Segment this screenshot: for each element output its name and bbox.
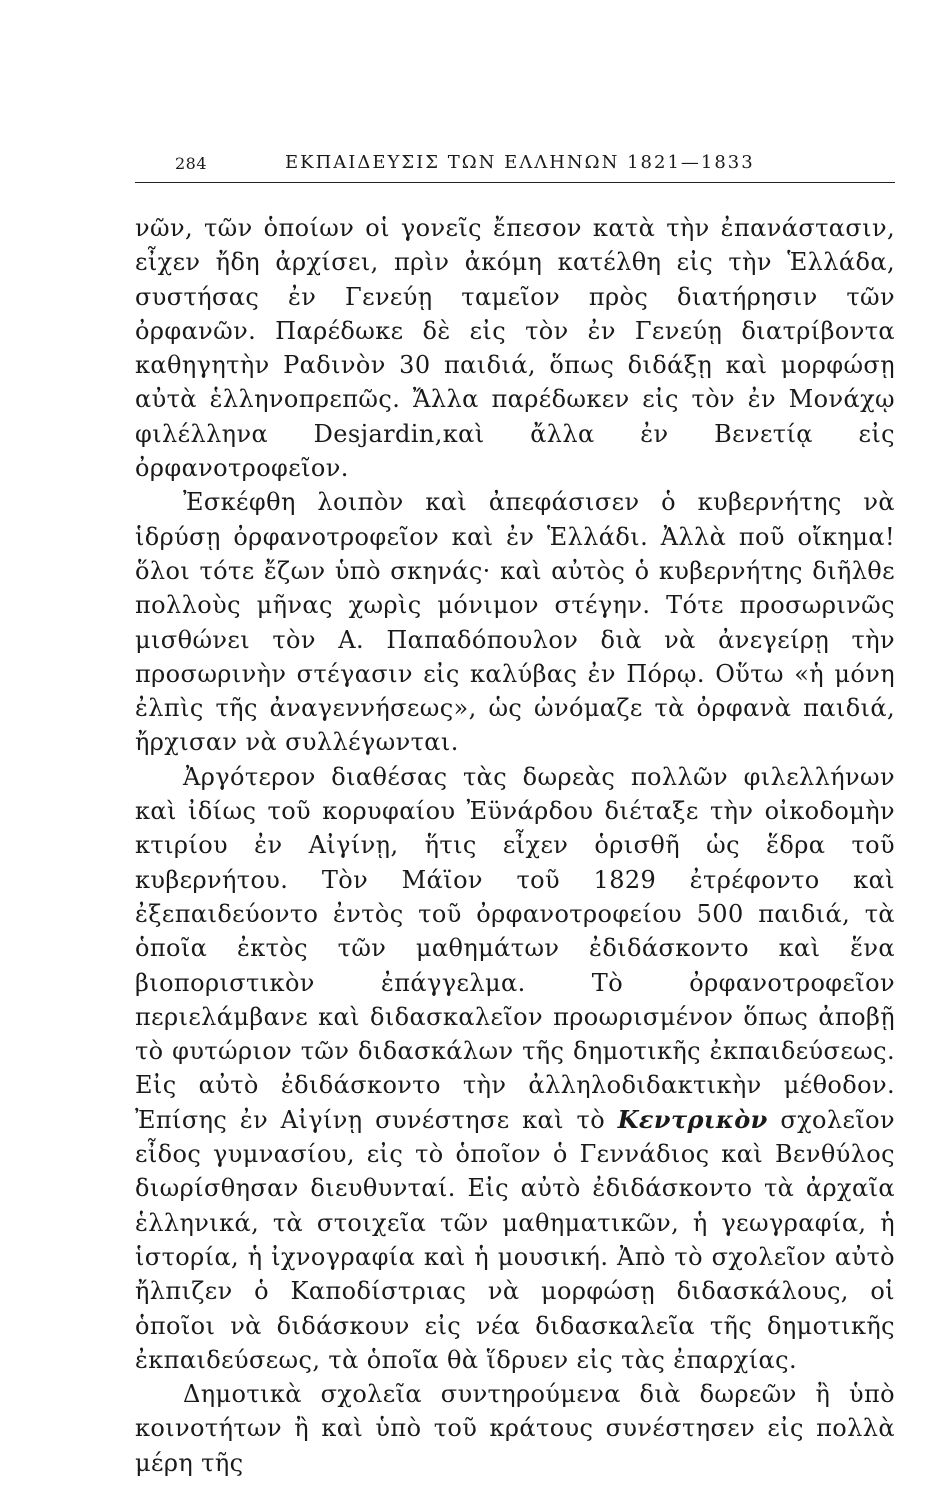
running-header xyxy=(135,150,895,183)
paragraph-1: νῶν, τῶν ὁποίων οἱ γονεῖς ἔπεσον κατὰ τὴν ἐπανάστασιν, εἶχεν ἤδη ἀρχίσει, πρὶν ἀκόμη κατέλθη εἰς τὴν Ἑλλάδα, συστήσας ἐν Γενεύῃ ταμεῖον πρὸς διατήρησιν τῶν ὀρφανῶν. Παρέδωκε δὲ εἰς τὸν ἐν Γενεύῃ διατρίβοντα καθηγητὴν Ραδινὸν 30 παιδιά, ὅπως διδάξῃ καὶ μορφώσῃ αὐτὰ ἑλληνοπρεπῶς. Ἄλλα παρέδωκεν εἰς τὸν ἐν Μονάχῳ φιλέλληνα Desjardin,καὶ ἄλλα ἐν Βενετίᾳ εἰς ὀρφανοτροφεῖον. xyxy=(135,214,895,483)
book-page xyxy=(135,150,895,1480)
paragraph-3-text-before: Ἀργότερον διαθέσας τὰς δωρεὰς πολλῶν φιλελλήνων καὶ ἰδίως τοῦ κορυφαίου Ἐϋνάρδου διέταξε τὴν οἰκοδομὴν κτιρίου ἐν Αἰγίνῃ, ἥτις εἶχεν ὁρισθῆ ὡς ἕδρα τοῦ κυβερνήτου. Τὸν Μάϊον τοῦ 1829 ἐτρέφοντο καὶ ἐξεπαιδεύοντο ἐντὸς τοῦ ὀρφανοτροφείου 500 παιδιά, τὰ ὁποῖα ἐκτὸς τῶν μαθημάτων ἐδιδάσκοντο καὶ ἕνα βιοποριστικὸν ἐπάγγελμα. Τὸ ὀρφανοτροφεῖον περιελάμβανε καὶ διδασκαλεῖον προωρισμένον ὅπως ἀποβῇ τὸ φυτώριον τῶν διδασκάλων τῆς δημοτικῆς ἐκπαιδεύσεως. Εἰς αὐτὸ ἐδιδάσκοντο τὴν ἀλληλοδιδακτικὴν μέθοδον. Ἐπίσης ἐν Αἰγίνῃ συνέστησε καὶ τὸ xyxy=(135,762,895,1134)
paragraph-3-text-after: σχολεῖον εἶδος γυμνασίου, εἰς τὸ ὁποῖον ὁ Γεννάδιος καὶ Βενθύλος διωρίσθησαν διευθυνταί. Εἰς αὐτὸ ἐδιδάσκοντο τὰ ἀρχαῖα ἑλληνικά, τὰ στοιχεῖα τῶν μαθηματικῶν, ἡ γεωγραφία, ἡ ἱστορία, ἡ ἰχνογραφία καὶ ἡ μουσική. Ἀπὸ τὸ σχολεῖον αὐτὸ ἤλπιζεν ὁ Καποδίστριας νὰ μορφώσῃ διδασκάλους, οἱ ὁποῖοι νὰ διδάσκουν εἰς νέα διδασκαλεῖα τῆς δημοτικῆς ἐκπαιδεύσεως, τὰ ὁποῖα θὰ ἵδρυεν εἰς τὰς ἐπαρχίας. xyxy=(135,1105,895,1374)
paragraph-3 xyxy=(135,760,895,1377)
paragraph-4: Δημοτικὰ σχολεῖα συντηρούμενα διὰ δωρεῶν ἢ ὑπὸ κοινοτήτων ἢ καὶ ὑπὸ τοῦ κράτους συνέστησεν εἰς πολλὰ μέρη τῆς xyxy=(135,1380,895,1477)
page-number: 284 xyxy=(175,154,208,173)
paragraph-2: Ἐσκέφθη λοιπὸν καὶ ἀπεφάσισεν ὁ κυβερνήτης νὰ ἱδρύσῃ ὀρφανοτροφεῖον καὶ ἐν Ἑλλάδι. Ἀλλὰ ποῦ οἴκημα! ὅλοι τότε ἔζων ὑπὸ σκηνάς· καὶ αὐτὸς ὁ κυβερνήτης διῆλθε πολλοὺς μῆνας χωρὶς μόνιμον στέγην. Τότε προσωρινῶς μισθώνει τὸν Α. Παπαδόπουλον διὰ νὰ ἀνεγείρῃ τὴν προσωρινὴν στέγασιν εἰς καλύβας ἐν Πόρῳ. Οὕτω «ἡ μόνη ἐλπὶς τῆς ἀναγεννήσεως», ὡς ὠνόμαζε τὰ ὀρφανὰ παιδιά, ἤρχισαν νὰ συλλέγωνται. xyxy=(135,488,895,757)
running-title: ΕΚΠΑΙΔΕΥΣΙΣ ΤΩΝ ΕΛΛΗΝΩΝ 1821—1833 xyxy=(285,152,755,173)
body-text xyxy=(135,211,895,1480)
emphasized-term: Κεντρικὸν xyxy=(617,1104,768,1134)
